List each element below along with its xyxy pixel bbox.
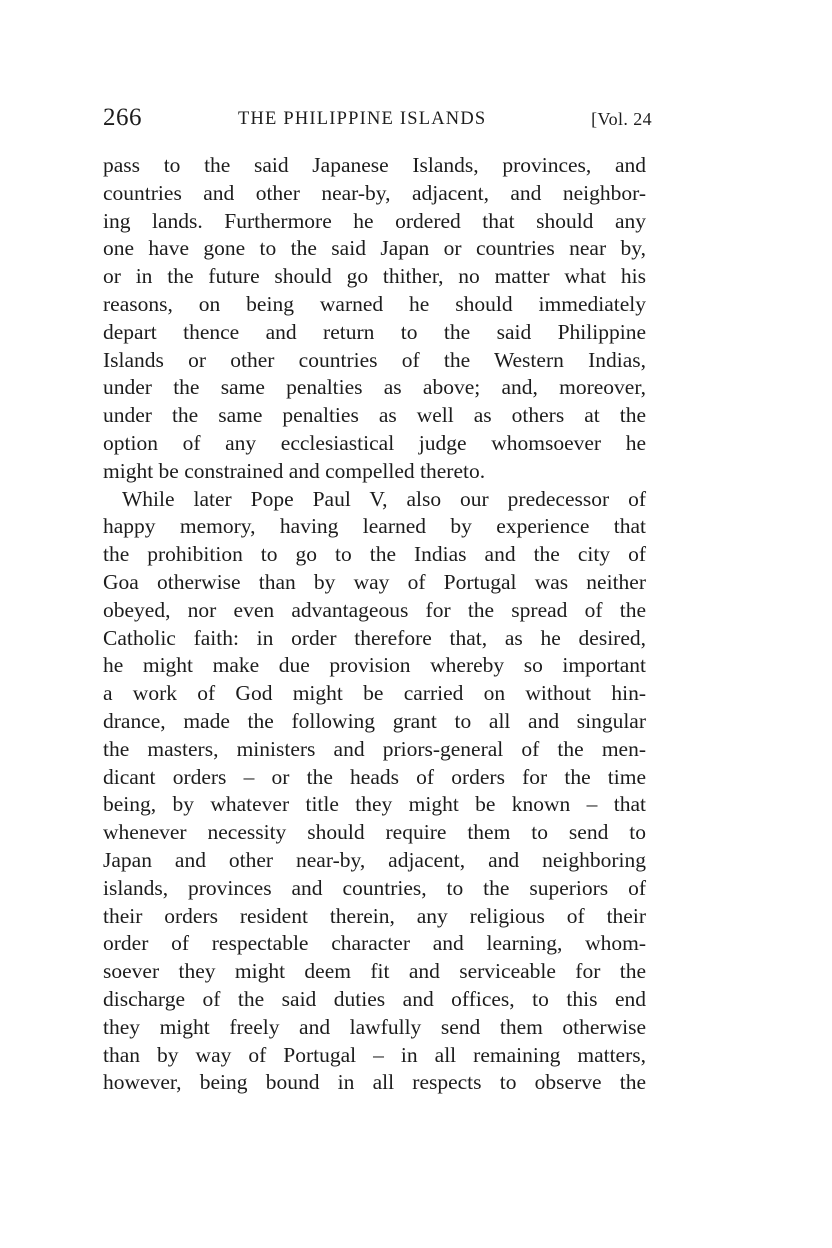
text-line: under the same penalties as above; and, moreover, (103, 375, 646, 400)
page-number: 266 (103, 104, 142, 131)
text-line: Islands or other countries of the Western Indias, (103, 347, 646, 372)
text-line: dicant orders – or the heads of orders for the time (103, 764, 646, 789)
text-line: soever they might deem fit and serviceable for the (103, 959, 646, 984)
text-line: they might freely and lawfully send them otherwise (103, 1014, 646, 1039)
text-line: Goa otherwise than by way of Portugal was neither (103, 569, 646, 594)
text-line: ing lands. Furthermore he ordered that should any (103, 208, 646, 233)
text-line: being, by whatever title they might be known – that (103, 792, 646, 817)
text-line: While later Pope Paul V, also our predecessor of (122, 486, 646, 511)
text-line: option of any ecclesiastical judge whomsoever he (103, 430, 646, 455)
volume-reference: [Vol. 24 (591, 109, 652, 129)
text-line: their orders resident therein, any religious of their (103, 903, 646, 928)
paragraph-2 (103, 486, 646, 1098)
text-line: whenever necessity should require them to send to (103, 820, 646, 845)
text-line: one have gone to the said Japan or countries near by, (103, 236, 646, 261)
text-line: however, being bound in all respects to observe the (103, 1070, 646, 1095)
text-line: he might make due provision whereby so important (103, 653, 646, 678)
text-line: the prohibition to go to the Indias and the city of (103, 542, 646, 567)
text-line: or in the future should go thither, no matter what his (103, 264, 646, 289)
text-line: islands, provinces and countries, to the superiors of (103, 875, 646, 900)
book-title: THE PHILIPPINE ISLANDS (238, 109, 487, 129)
text-line: pass to the said Japanese Islands, provinces, and (103, 153, 646, 177)
text-line: the masters, ministers and priors-general of the men- (103, 736, 646, 761)
text-line: countries and other near-by, adjacent, and neighbor- (103, 180, 646, 205)
text-line: a work of God might be carried on without hin- (103, 681, 646, 706)
text-line: order of respectable character and learning, whom- (103, 931, 646, 956)
text-line: under the same penalties as well as others at the (103, 403, 646, 428)
text-line: discharge of the said duties and offices, to this end (103, 986, 646, 1011)
text-line: might be constrained and compelled thereto. (103, 458, 486, 483)
text-line: than by way of Portugal – in all remaining matters, (103, 1042, 646, 1067)
running-head (103, 104, 652, 136)
text-line: reasons, on being warned he should immediately (103, 291, 646, 316)
text-line: drance, made the following grant to all and singular (103, 708, 646, 733)
text-line: Japan and other near-by, adjacent, and neighboring (103, 847, 646, 872)
text-line: depart thence and return to the said Philippine (103, 319, 646, 344)
body-text (103, 152, 646, 1097)
text-line: Catholic faith: in order therefore that, as he desired, (103, 625, 646, 650)
text-line: obeyed, nor even advantageous for the spread of the (103, 597, 646, 622)
paragraph-1 (103, 152, 646, 486)
text-line: happy memory, having learned by experience that (103, 514, 646, 539)
